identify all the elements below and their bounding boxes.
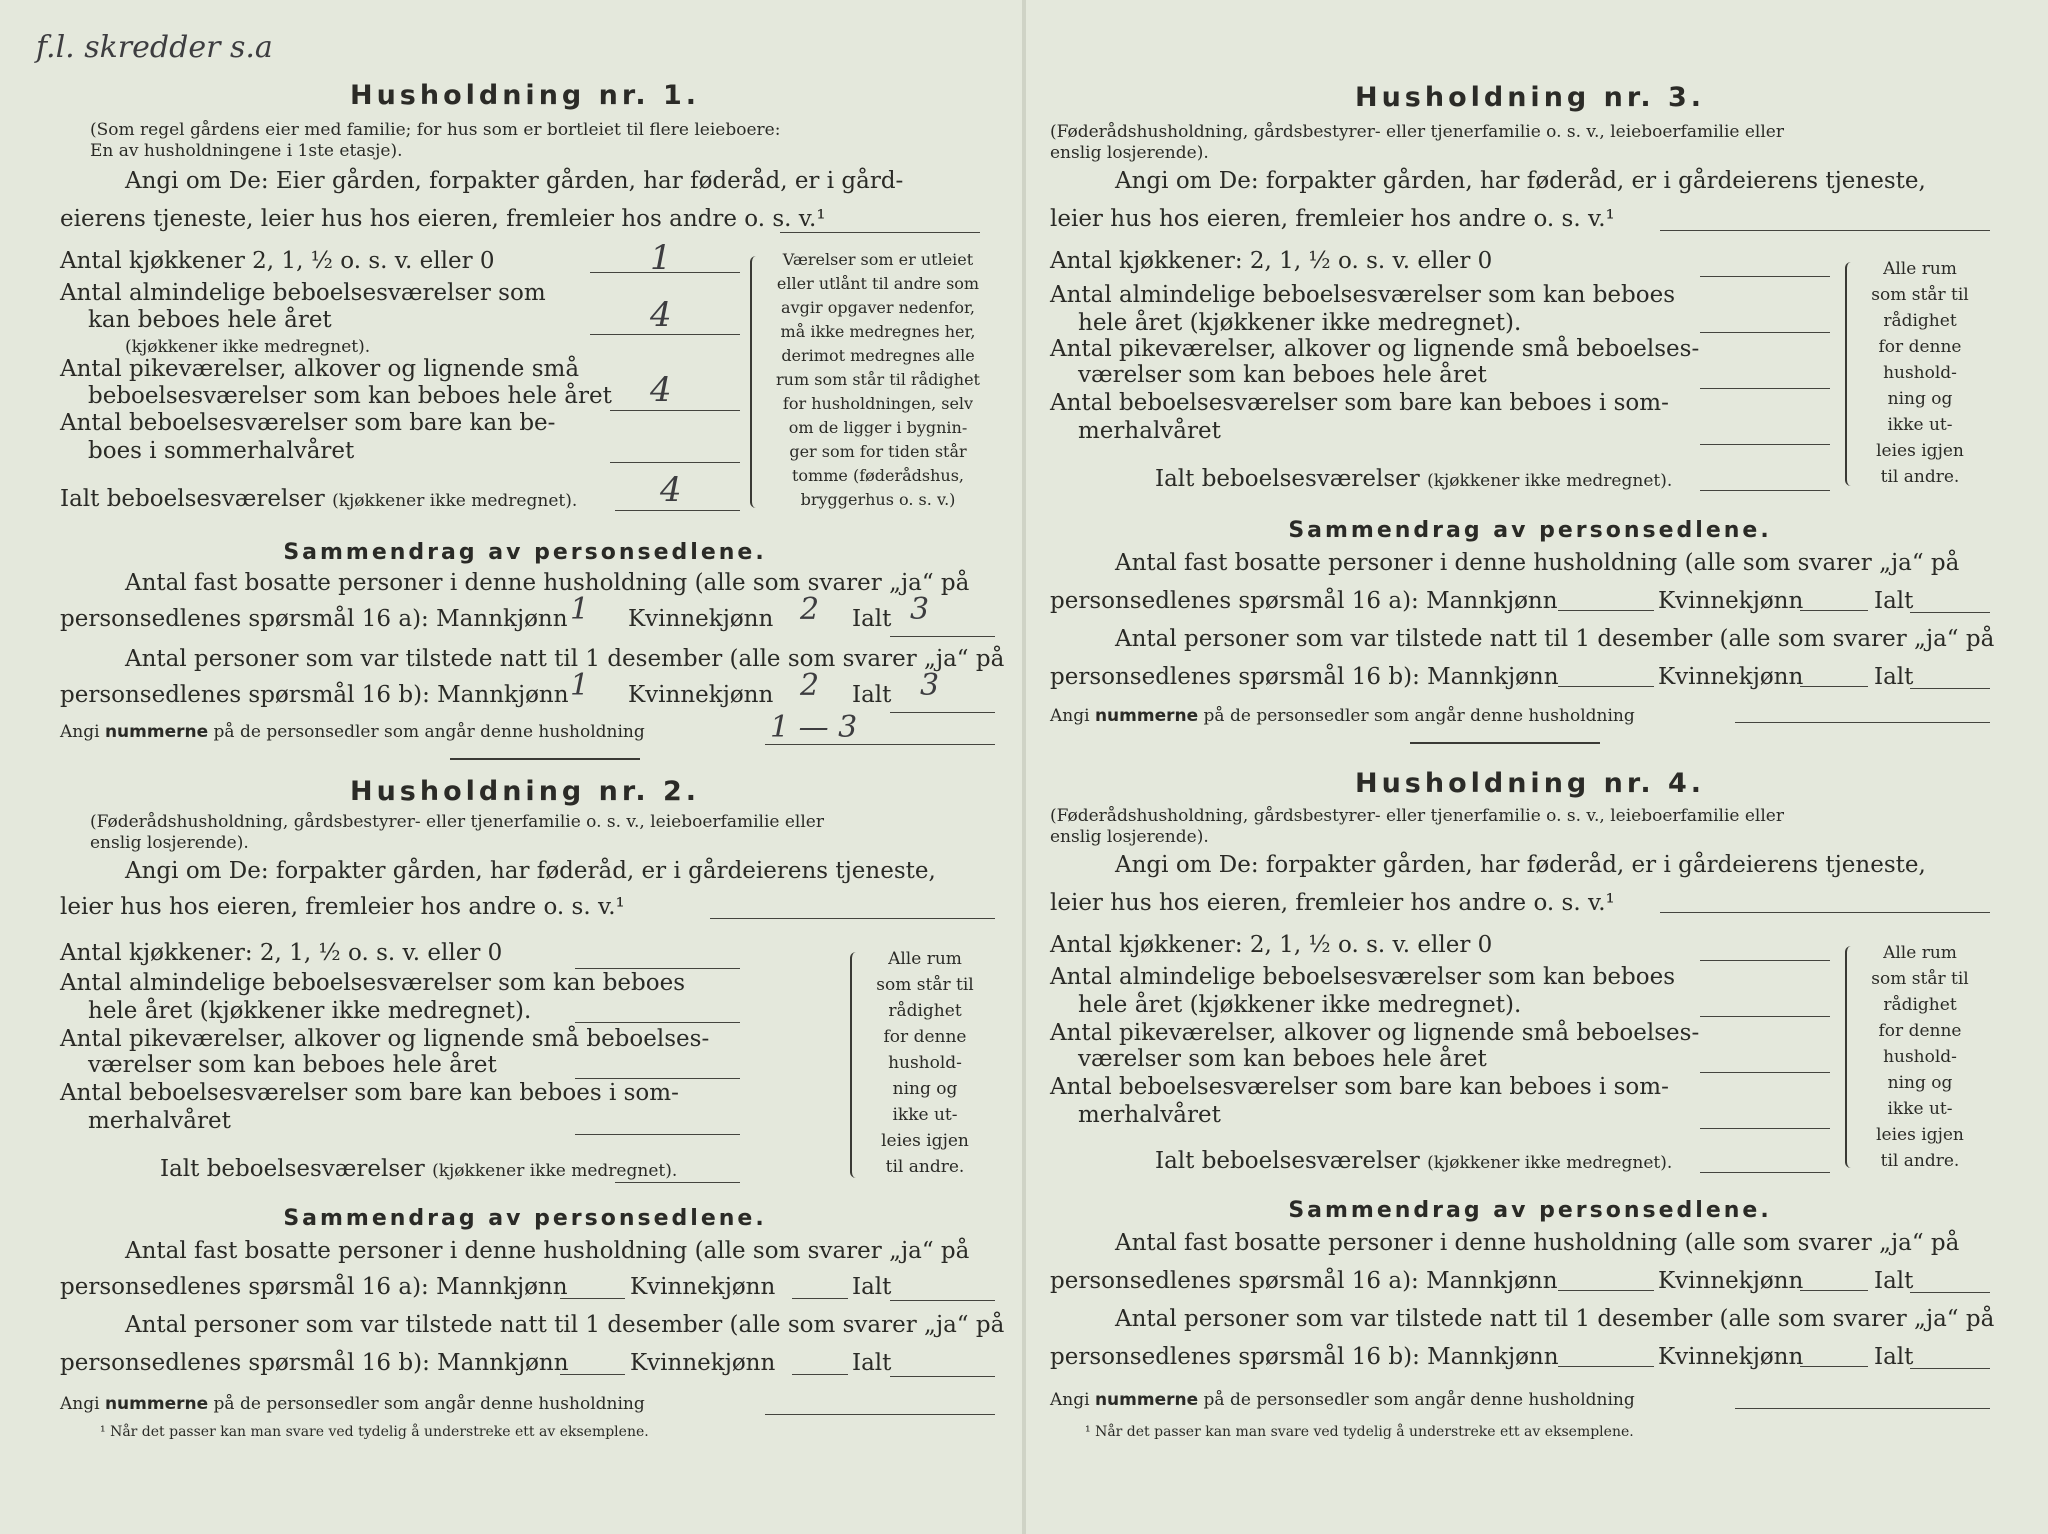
q16a-line-1: Antal fast bosatte personer i denne husholdning (alle som svarer „ja“ på: [1115, 1230, 1960, 1256]
sidenote-line: rådighet: [1883, 995, 1957, 1015]
sidenote-line: for denne: [1878, 1021, 1962, 1041]
kitchens-label: Antal kjøkkener: 2, 1, ½ o. s. v. eller 0: [1050, 248, 1493, 274]
numbers-bold: nummerne: [1094, 1390, 1199, 1410]
numbers-post: på de personsedler som angår denne husholdning: [1203, 706, 1635, 726]
q16b-male: 1: [570, 668, 590, 703]
summer-fill[interactable]: [575, 1134, 740, 1135]
numbers-post: på de personsedler som angår denne husholdning: [1203, 1390, 1635, 1410]
sidenote-line: tomme (føderådshus,: [791, 466, 964, 485]
angi-line-1: Angi om De: forpakter gården, har føderåd, er i gårdeierens tjeneste,: [125, 858, 936, 884]
numbers-fill[interactable]: [1735, 722, 1990, 723]
numbers-fill[interactable]: [765, 744, 995, 745]
angi-line-2: leier hus hos eieren, fremleier hos andre o. s. v.¹: [1050, 890, 1615, 916]
q16b-line-1: Antal personer som var tilstede natt til 1 desember (alle som svarer „ja“ på: [1115, 1306, 1995, 1332]
rooms-label-2: hele året (kjøkkener ikke medregnet).: [88, 998, 532, 1024]
summer-label-2: merhalvåret: [1078, 418, 1221, 444]
small-fill[interactable]: [1700, 388, 1830, 389]
numbers-post: på de personsedler som angår denne husholdning: [213, 1394, 645, 1414]
sidenote-line: Værelser som er utleiet: [782, 250, 974, 269]
q16a-female-label: Kvinnekjønn: [1658, 1268, 1804, 1294]
sidenote: [1855, 256, 1985, 490]
q16a-label: personsedlenes spørsmål 16 a): Mannkjønn: [60, 1274, 568, 1300]
sidenote-line: som står til: [1871, 969, 1969, 989]
summary-heading: Sammendrag av personsedlene.: [283, 1206, 767, 1231]
summary-heading: Sammendrag av personsedlene.: [283, 540, 767, 565]
summer-label-b: boes i sommerhalvåret: [88, 438, 355, 464]
total-label: [160, 1156, 677, 1182]
angi-fill[interactable]: [1660, 912, 1990, 913]
corner-note: f.l. skredder s.a: [36, 30, 273, 65]
q16b-female-label: Kvinnekjønn: [630, 1350, 776, 1376]
q16b-female-fill[interactable]: [1800, 686, 1868, 687]
numbers-fill[interactable]: [765, 1414, 995, 1415]
q16a-female-label: Kvinnekjønn: [628, 606, 774, 632]
total-fill[interactable]: [1700, 490, 1830, 491]
kitchens-label: Antal kjøkkener: 2, 1, ½ o. s. v. eller 0: [60, 940, 503, 966]
q16a-line-1: Antal fast bosatte personer i denne husholdning (alle som svarer „ja“ på: [125, 1238, 970, 1264]
q16a-line-2: [1050, 588, 1558, 614]
q16b-total-fill[interactable]: [1910, 688, 1990, 689]
q16a-label: personsedlenes spørsmål 16 a): Mannkjønn: [1050, 1268, 1558, 1294]
kitchens-label: Antal kjøkkener: 2, 1, ½ o. s. v. eller 0: [1050, 932, 1493, 958]
q16b-label: personsedlenes spørsmål 16 b): Mannkjønn: [1050, 664, 1559, 690]
q16b-label: personsedlenes spørsmål 16 b): Mannkjønn: [60, 682, 569, 708]
q16b-line-2: [60, 682, 569, 708]
sidenote: [1855, 940, 1985, 1174]
angi-line-2: leier hus hos eieren, fremleier hos andre o. s. v.¹: [60, 894, 625, 920]
angi-fill[interactable]: [1660, 230, 1990, 231]
q16a-ialt-label: Ialt: [852, 606, 892, 632]
numbers-pre: Angi: [60, 1394, 100, 1414]
household-3-note: [1050, 122, 1784, 164]
note-line-1: (Føderådshusholdning, gårdsbestyrer- eller tjenerfamilie o. s. v., leieboerfamilie eller: [1050, 806, 1784, 826]
sidenote-line: til andre.: [885, 1157, 965, 1177]
household-2-title: Husholdning nr. 2.: [349, 776, 701, 807]
sidenote-line: Alle rum: [1883, 259, 1957, 279]
angi-line-1: Angi om De: Eier gården, forpakter gården, har føderåd, er i gård-: [125, 168, 904, 194]
sidenote-line: ikke ut-: [1887, 415, 1953, 435]
sidenote-line: hushold-: [1883, 363, 1957, 383]
angi-line-2: eierens tjeneste, leier hus hos eieren, fremleier hos andre o. s. v.¹: [60, 206, 826, 232]
sidenote-line: Alle rum: [1883, 943, 1957, 963]
summer-label-1: Antal beboelsesværelser som bare kan beboes i som-: [1050, 390, 1669, 416]
sidenote-first: [758, 248, 998, 512]
q16b-female-fill[interactable]: [792, 1374, 848, 1375]
summer-fill[interactable]: [1700, 1128, 1830, 1129]
total-text: Ialt beboelsesværelser: [1155, 1148, 1420, 1174]
small-label-1: Antal pikeværelser, alkover og lignende små beboelses-: [60, 1026, 710, 1052]
total-label: [1155, 466, 1672, 492]
q16b-line-1: Antal personer som var tilstede natt til 1 desember (alle som svarer „ja“ på: [125, 1312, 1005, 1338]
summer-label-2: merhalvåret: [1078, 1102, 1221, 1128]
kitchens-fill[interactable]: [575, 968, 740, 969]
q16b-total-fill[interactable]: [1910, 1368, 1990, 1369]
note-line-2: enslig losjerende).: [1050, 143, 1209, 163]
sidenote-line: hushold-: [1883, 1047, 1957, 1067]
note-line-2: enslig losjerende).: [90, 833, 249, 853]
household-1-title: Husholdning nr. 1.: [349, 80, 701, 111]
kitchens-fill[interactable]: [1700, 276, 1830, 277]
sidenote-line: ning og: [1887, 1073, 1953, 1093]
sidenote-line: rum som står til rådighet: [776, 370, 980, 389]
sidenote-line: ning og: [1887, 389, 1953, 409]
rooms-label-1: Antal almindelige beboelsesværelser som kan beboes: [1050, 964, 1676, 990]
sidenote-line: ikke ut-: [892, 1105, 958, 1125]
sidenote-line: som står til: [876, 975, 974, 995]
q16a-ialt-label: Ialt: [1874, 588, 1914, 614]
rooms-label-1: Antal almindelige beboelsesværelser som kan beboes: [1050, 282, 1676, 308]
total-text: Ialt beboelsesværelser: [160, 1156, 425, 1182]
total-fill[interactable]: [615, 510, 740, 511]
q16a-female-fill[interactable]: [1800, 610, 1868, 611]
q16a-line-2: [1050, 1268, 1558, 1294]
total-note: (kjøkkener ikke medregnet).: [432, 1161, 678, 1181]
summer-label-2: merhalvåret: [88, 1108, 231, 1134]
small-label-2: værelser som kan beboes hele året: [1078, 362, 1487, 388]
q16b-label: personsedlenes spørsmål 16 b): Mannkjønn: [1050, 1344, 1559, 1370]
numbers-line: [1050, 706, 1635, 726]
note-line-1: (Føderådshusholdning, gårdsbestyrer- eller tjenerfamilie o. s. v., leieboerfamilie eller: [90, 812, 824, 832]
angi-line-1: Angi om De: forpakter gården, har føderåd, er i gårdeierens tjeneste,: [1115, 852, 1926, 878]
summer-fill[interactable]: [610, 462, 740, 463]
angi-fill[interactable]: [710, 918, 995, 919]
sidenote: [860, 946, 990, 1180]
footnote: ¹ Når det passer kan man svare ved tydelig å understreke ett av eksemplene.: [100, 1424, 649, 1440]
sidenote-line: bryggerhus o. s. v.): [800, 490, 956, 509]
angi-line-1: Angi om De: forpakter gården, har føderåd, er i gårdeierens tjeneste,: [1115, 168, 1926, 194]
total-note: (kjøkkener ikke medregnet).: [1427, 1153, 1673, 1173]
q16a-ialt-label: Ialt: [852, 1274, 892, 1300]
sidenote-line: til andre.: [1880, 467, 1960, 487]
q16b-female-label: Kvinnekjønn: [1658, 1344, 1804, 1370]
footnote: ¹ Når det passer kan man svare ved tydelig å understreke ett av eksemplene.: [1085, 1424, 1634, 1440]
q16a-female-label: Kvinnekjønn: [1658, 588, 1804, 614]
q16b-line-2: [60, 1350, 569, 1376]
summary-heading: Sammendrag av personsedlene.: [1288, 1198, 1772, 1223]
q16b-female: 2: [800, 668, 820, 703]
q16b-female-label: Kvinnekjønn: [1658, 664, 1804, 690]
sidenote-line: ning og: [892, 1079, 958, 1099]
summer-fill[interactable]: [1700, 444, 1830, 445]
q16a-total: 3: [910, 592, 930, 627]
sidenote-line: eller utlånt til andre som: [776, 274, 980, 293]
divider: [450, 758, 640, 760]
kitchens-value: 1: [650, 238, 672, 278]
total-note: (kjøkkener ikke medregnet).: [332, 491, 578, 511]
total-fill[interactable]: [1700, 1172, 1830, 1173]
angi-line-2: leier hus hos eieren, fremleier hos andre o. s. v.¹: [1050, 206, 1615, 232]
sidenote-line: derimot medregnes alle: [781, 346, 975, 365]
numbers-line: [60, 1394, 645, 1414]
note-line-1: (Som regel gårdens eier med familie; for hus som er bortleiet til flere leieboere:: [90, 120, 781, 140]
sidenote-line: ger som for tiden står: [789, 442, 967, 461]
numbers-bold: nummerne: [104, 722, 209, 742]
note-line-2: En av husholdningene i 1ste etasje).: [90, 141, 403, 161]
small-label-b: beboelsesværelser som kan beboes hele året: [88, 383, 612, 409]
q16b-line-1: Antal personer som var tilstede natt til 1 desember (alle som svarer „ja“ på: [1115, 626, 1995, 652]
rooms-fill[interactable]: [1700, 332, 1830, 333]
q16a-label: personsedlenes spørsmål 16 a): Mannkjønn: [60, 606, 568, 632]
rooms-fill[interactable]: [590, 334, 740, 335]
numbers-pre: Angi: [1050, 706, 1090, 726]
rooms-value: 4: [650, 295, 672, 335]
sidenote-line: til andre.: [1880, 1151, 1960, 1171]
q16b-male-fill[interactable]: [1558, 686, 1654, 687]
q16b-female-fill[interactable]: [1800, 1366, 1868, 1367]
left-page: [30, 0, 1020, 1534]
q16b-line-2: [1050, 664, 1559, 690]
sidenote-line: Alle rum: [888, 949, 962, 969]
q16b-total-fill[interactable]: [890, 712, 995, 713]
numbers-bold: nummerne: [104, 1394, 209, 1414]
q16a-male-fill[interactable]: [1558, 1290, 1654, 1291]
household-2-note: [90, 812, 824, 854]
q16b-ialt-label: Ialt: [1874, 664, 1914, 690]
rooms-label-1: Antal almindelige beboelsesværelser som kan beboes: [60, 970, 686, 996]
q16a-male-fill[interactable]: [560, 1298, 625, 1299]
numbers-bold: nummerne: [1094, 706, 1199, 726]
rooms-label-2: hele året (kjøkkener ikke medregnet).: [1078, 310, 1522, 336]
q16b-ialt-label: Ialt: [852, 682, 892, 708]
small-label-1: Antal pikeværelser, alkover og lignende små beboelses-: [1050, 1020, 1700, 1046]
q16a-male-fill[interactable]: [1558, 610, 1654, 611]
total-note: (kjøkkener ikke medregnet).: [1427, 471, 1673, 491]
q16b-total-fill[interactable]: [890, 1376, 995, 1377]
sidenote-line: leies igjen: [881, 1131, 969, 1151]
small-fill[interactable]: [575, 1078, 740, 1079]
small-label-2: værelser som kan beboes hele året: [88, 1052, 497, 1078]
numbers-fill[interactable]: [1735, 1408, 1990, 1409]
small-fill[interactable]: [1700, 1072, 1830, 1073]
right-page: [1030, 0, 2030, 1534]
summer-label-1: Antal beboelsesværelser som bare kan beboes i som-: [60, 1080, 679, 1106]
small-label-2: værelser som kan beboes hele året: [1078, 1046, 1487, 1072]
numbers-post: på de personsedler som angår denne husholdning: [213, 722, 645, 742]
q16a-total-fill[interactable]: [1910, 1292, 1990, 1293]
sidenote-line: rådighet: [888, 1001, 962, 1021]
kitchens-fill[interactable]: [590, 272, 740, 273]
sidenote-line: for denne: [1878, 337, 1962, 357]
sidenote-line: avgir opgaver nedenfor,: [781, 298, 975, 317]
small-label-1: Antal pikeværelser, alkover og lignende små beboelses-: [1050, 336, 1700, 362]
q16a-line-1: Antal fast bosatte personer i denne husholdning (alle som svarer „ja“ på: [1115, 550, 1960, 576]
summary-heading: Sammendrag av personsedlene.: [1288, 518, 1772, 543]
q16a-label: personsedlenes spørsmål 16 a): Mannkjønn: [1050, 588, 1558, 614]
small-label-a: Antal pikeværelser, alkover og lignende små: [60, 356, 580, 382]
q16b-total: 3: [920, 668, 940, 703]
q16a-female: 2: [800, 592, 820, 627]
q16a-female-fill[interactable]: [1800, 1290, 1868, 1291]
sidenote-line: som står til: [1871, 285, 1969, 305]
q16a-female-label: Kvinnekjønn: [630, 1274, 776, 1300]
angi-fill[interactable]: [780, 232, 980, 233]
q16b-male-fill[interactable]: [560, 1374, 625, 1375]
numbers-line: [1050, 1390, 1635, 1410]
numbers-line: [60, 722, 645, 742]
q16b-ialt-label: Ialt: [852, 1350, 892, 1376]
sidenote-line: for husholdningen, selv: [782, 394, 974, 413]
q16a-line-2: [60, 606, 568, 632]
q16a-female-fill[interactable]: [792, 1298, 848, 1299]
page-fold: [1022, 0, 1026, 1534]
total-text: Ialt beboelsesværelser: [60, 486, 325, 512]
total-value: 4: [660, 470, 682, 510]
rooms-label-2: hele året (kjøkkener ikke medregnet).: [1078, 992, 1522, 1018]
note-line-2: enslig losjerende).: [1050, 827, 1209, 847]
q16b-ialt-label: Ialt: [1874, 1344, 1914, 1370]
q16b-line-2: [1050, 1344, 1559, 1370]
rooms-fill[interactable]: [575, 1022, 740, 1023]
divider: [1410, 742, 1600, 744]
sidenote-line: for denne: [883, 1027, 967, 1047]
rooms-fill[interactable]: [1700, 1016, 1830, 1017]
small-value: 4: [650, 370, 672, 410]
sidenote-line: rådighet: [1883, 311, 1957, 331]
q16a-total-fill[interactable]: [890, 1300, 995, 1301]
q16a-male: 1: [570, 592, 590, 627]
household-1-note: [90, 120, 780, 162]
sidenote-line: må ikke medregnes her,: [780, 322, 976, 341]
rooms-label-a: Antal almindelige beboelsesværelser som: [60, 280, 546, 306]
summer-label-1: Antal beboelsesværelser som bare kan beboes i som-: [1050, 1074, 1669, 1100]
household-4-note: [1050, 806, 1784, 848]
household-3-title: Husholdning nr. 3.: [1354, 82, 1706, 113]
kitchens-fill[interactable]: [1700, 960, 1830, 961]
q16a-total-fill[interactable]: [890, 636, 995, 637]
q16b-male-fill[interactable]: [1558, 1366, 1654, 1367]
q16a-line-1: Antal fast bosatte personer i denne husholdning (alle som svarer „ja“ på: [125, 570, 970, 596]
household-4-title: Husholdning nr. 4.: [1354, 768, 1706, 799]
q16a-total-fill[interactable]: [1910, 612, 1990, 613]
sidenote-line: hushold-: [888, 1053, 962, 1073]
sidenote-line: leies igjen: [1876, 441, 1964, 461]
q16b-female-label: Kvinnekjønn: [628, 682, 774, 708]
q16b-line-1: Antal personer som var tilstede natt til 1 desember (alle som svarer „ja“ på: [125, 646, 1005, 672]
q16a-line-2: [60, 1274, 568, 1300]
numbers-value: 1 — 3: [770, 710, 858, 745]
sidenote-line: leies igjen: [1876, 1125, 1964, 1145]
q16b-label: personsedlenes spørsmål 16 b): Mannkjønn: [60, 1350, 569, 1376]
numbers-pre: Angi: [1050, 1390, 1090, 1410]
total-label: [60, 486, 577, 512]
small-fill[interactable]: [610, 410, 740, 411]
sidenote-line: om de ligger i bygnin-: [788, 418, 968, 437]
total-fill[interactable]: [615, 1182, 740, 1183]
q16a-ialt-label: Ialt: [1874, 1268, 1914, 1294]
sidenote-line: ikke ut-: [1887, 1099, 1953, 1119]
rooms-label-b: kan beboes hele året: [88, 307, 332, 333]
kitchens-label: Antal kjøkkener 2, 1, ½ o. s. v. eller 0: [60, 248, 495, 274]
total-text: Ialt beboelsesværelser: [1155, 466, 1420, 492]
rooms-label-c: (kjøkkener ikke medregnet).: [125, 337, 371, 357]
total-label: [1155, 1148, 1672, 1174]
summer-label-a: Antal beboelsesværelser som bare kan be-: [60, 410, 556, 436]
note-line-1: (Føderådshusholdning, gårdsbestyrer- eller tjenerfamilie o. s. v., leieboerfamilie eller: [1050, 122, 1784, 142]
numbers-pre: Angi: [60, 722, 100, 742]
